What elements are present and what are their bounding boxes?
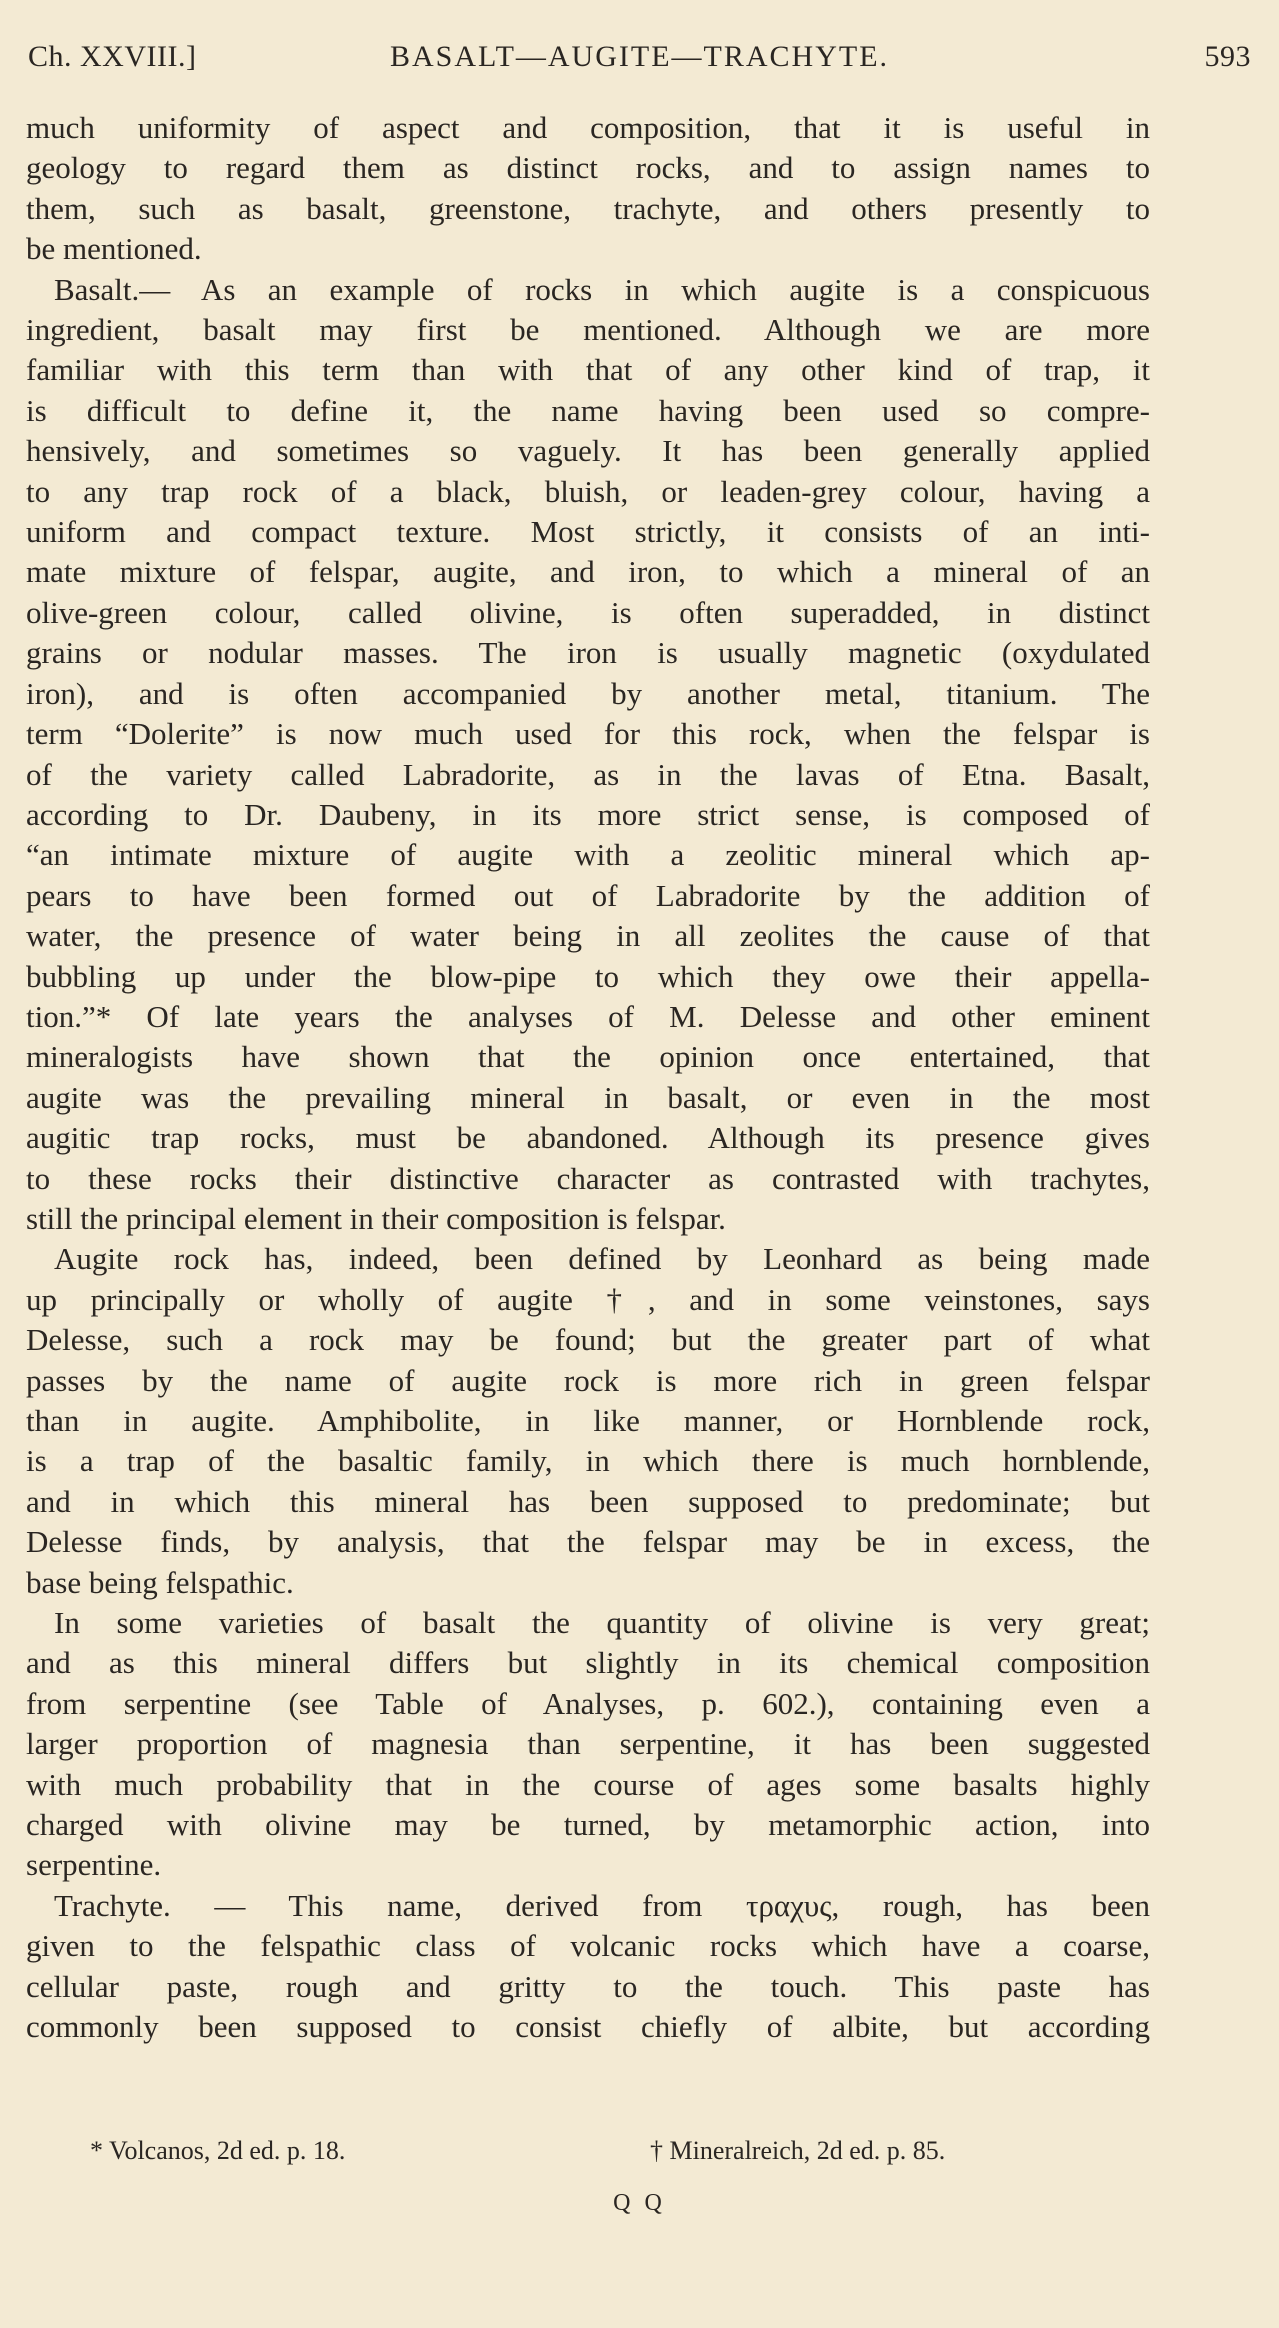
page-title: BASALT—AUGITE—TRACHYTE.	[389, 40, 890, 73]
text-line: uniform and compact texture. Most strictly, it consists of an inti-	[26, 514, 1150, 550]
text-line: charged with olivine may be turned, by metamorphic action, into	[26, 1807, 1150, 1843]
text-line: olive-green colour, called olivine, is often superadded, in distinct	[26, 594, 1150, 630]
text-line: term “Dolerite” is now much used for this rock, when the felspar is	[26, 716, 1150, 752]
text-line: up principally or wholly of augite †, and in some veinstones, says	[26, 1281, 1150, 1317]
text-line: hensively, and sometimes so vaguely. It has been generally applied	[26, 433, 1150, 469]
text-line: than in augite. Amphibolite, in like manner, or Hornblende rock,	[26, 1403, 1150, 1438]
text-line: “an intimate mixture of augite with a zeolitic mineral which ap-	[26, 837, 1150, 873]
text-line: is a trap of the basaltic family, in which there is much hornblende,	[26, 1443, 1150, 1479]
text-line: and in which this mineral has been supposed to predominate; but	[26, 1483, 1150, 1519]
body-text	[26, 108, 1150, 2048]
text-line: Augite rock has, indeed, been defined by Leonhard as being made	[54, 1241, 1150, 1277]
text-line: pears to have been formed out of Labradorite by the addition of	[26, 877, 1150, 913]
text-line: Delesse, such a rock may be found; but the greater part of what	[26, 1322, 1150, 1358]
text-line: tion.”* Of late years the analyses of M. Delesse and other eminent	[26, 998, 1150, 1034]
text-line: and as this mineral differs but slightly in its chemical composition	[26, 1645, 1150, 1681]
text-line: augitic trap rocks, must be abandoned. Although its presence gives	[26, 1120, 1150, 1156]
text-line: Trachyte. — This name, derived from τραχυς, rough, has been	[54, 1887, 1150, 1923]
text-line: still the principal element in their composition is felspar.	[26, 1200, 726, 1236]
text-line: to these rocks their distinctive character as contrasted with trachytes,	[26, 1160, 1150, 1196]
text-line: serpentine.	[26, 1847, 162, 1883]
running-header	[28, 40, 1251, 84]
text-line: with much probability that in the course of ages some basalts highly	[26, 1766, 1150, 1802]
text-line: commonly been supposed to consist chiefly of albite, but according	[26, 2009, 1150, 2045]
text-line: iron), and is often accompanied by another metal, titanium. The	[26, 675, 1150, 711]
text-line: much uniformity of aspect and composition, that it is useful in	[26, 110, 1150, 145]
text-line: In some varieties of basalt the quantity of olivine is very great;	[54, 1605, 1150, 1641]
text-line: bubbling up under the blow-pipe to which they owe their appella-	[26, 958, 1150, 994]
text-line: cellular paste, rough and gritty to the touch. This paste has	[26, 1968, 1150, 2004]
text-line: Delesse finds, by analysis, that the felspar may be in excess, the	[26, 1524, 1150, 1560]
text-line: from serpentine (see Table of Analyses, p. 602.), containing even a	[26, 1685, 1150, 1721]
text-line: mineralogists have shown that the opinion once entertained, that	[26, 1039, 1150, 1075]
text-line: augite was the prevailing mineral in basalt, or even in the most	[26, 1079, 1150, 1115]
text-line: to any trap rock of a black, bluish, or leaden-grey colour, having a	[26, 473, 1150, 509]
text-line: mate mixture of felspar, augite, and iron, to which a mineral of an	[26, 554, 1150, 590]
text-line: be mentioned.	[26, 231, 202, 267]
footnotes	[90, 2136, 1189, 2176]
text-line: is difficult to define it, the name having been used so compre-	[26, 392, 1150, 428]
text-line: base being felspathic.	[26, 1564, 294, 1600]
text-line: geology to regard them as distinct rocks, and to assign names to	[26, 150, 1150, 186]
text-line: grains or nodular masses. The iron is usually magnetic (oxydulated	[26, 635, 1150, 671]
signature-mark: Q Q	[613, 2190, 666, 2216]
text-line: according to Dr. Daubeny, in its more strict sense, is composed of	[26, 796, 1150, 832]
text-line: ingredient, basalt may first be mentioned. Although we are more	[26, 312, 1150, 348]
text-line: passes by the name of augite rock is more rich in green felspar	[26, 1362, 1150, 1398]
text-line: them, such as basalt, greenstone, trachyte, and others presently to	[26, 190, 1150, 226]
text-line: larger proportion of magnesia than serpentine, it has been suggested	[26, 1726, 1150, 1762]
text-line: familiar with this term than with that of any other kind of trap, it	[26, 352, 1150, 388]
text-line: given to the felspathic class of volcanic rocks which have a coarse,	[26, 1928, 1150, 1964]
chapter-label: Ch. XXVIII.]	[28, 40, 197, 73]
footnote-mineralreich: † Mineralreich, 2d ed. p. 85.	[650, 2136, 946, 2165]
text-line: water, the presence of water being in all zeolites the cause of that	[26, 918, 1150, 954]
text-line: of the variety called Labradorite, as in the lavas of Etna. Basalt,	[26, 756, 1150, 792]
page-number: 593	[1204, 40, 1251, 73]
text-line: Basalt.— As an example of rocks in which augite is a conspicuous	[54, 271, 1150, 307]
footnote-volcanos: * Volcanos, 2d ed. p. 18.	[90, 2136, 346, 2165]
